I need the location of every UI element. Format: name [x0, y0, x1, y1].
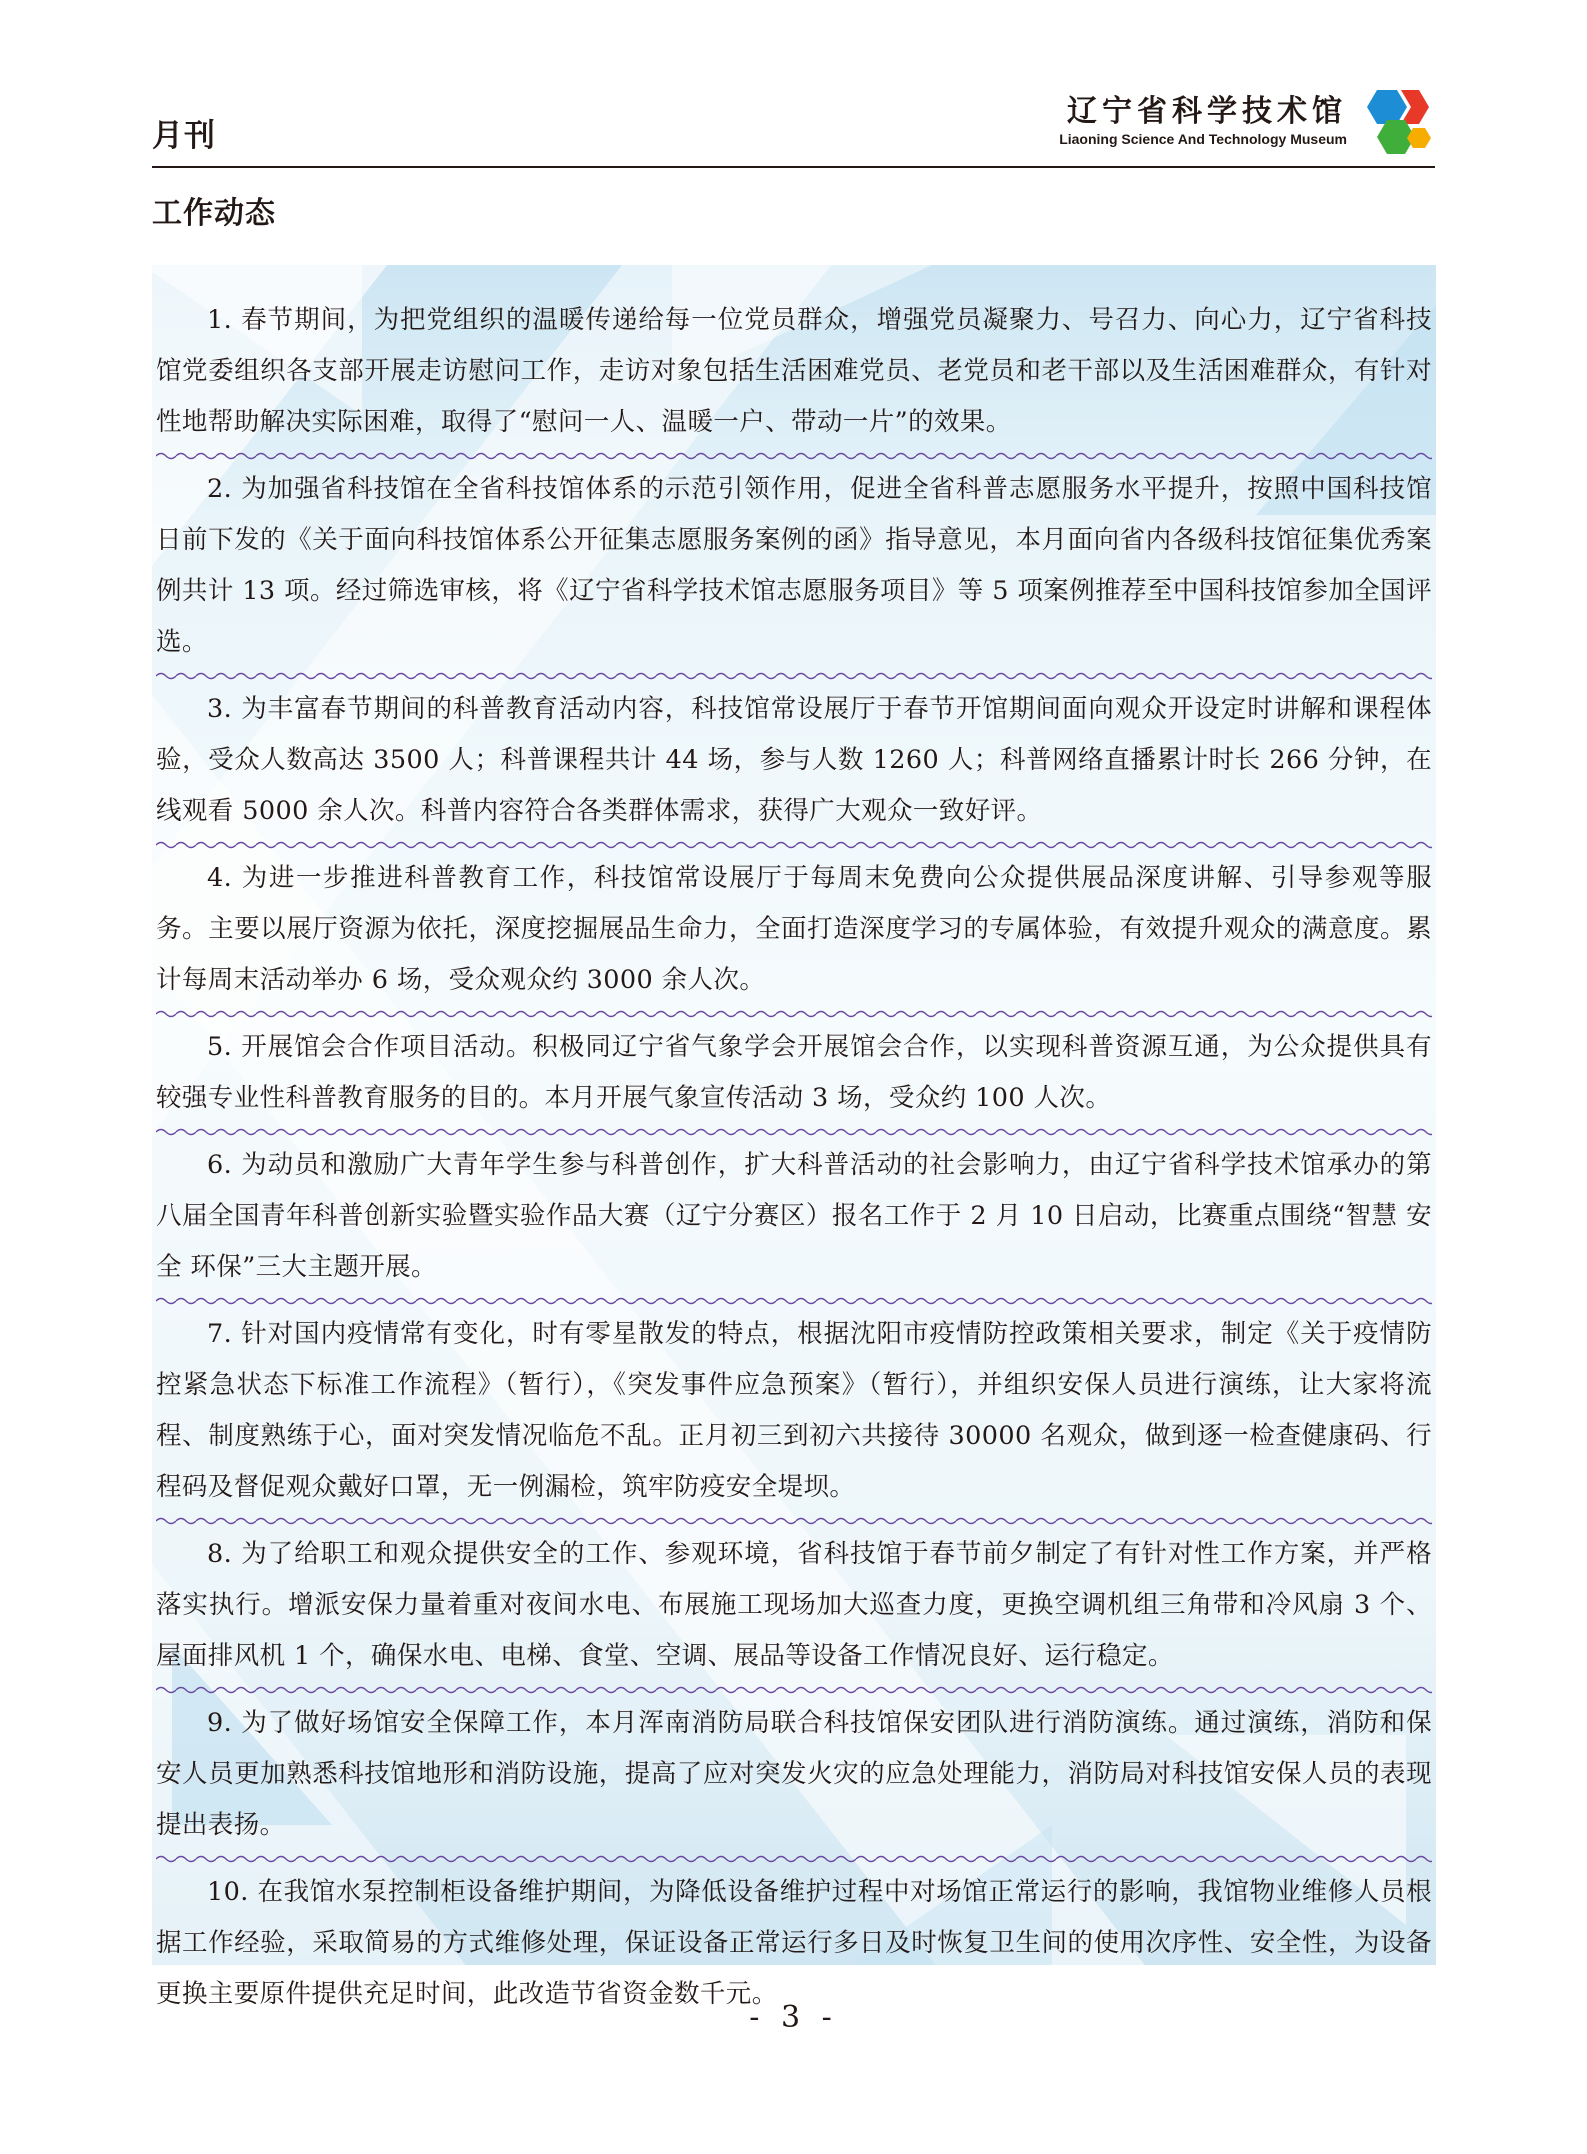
paragraph-3: 3. 为丰富春节期间的科普教育活动内容，科技馆常设展厅于春节开馆期间面向观众开设定时讲解和课程体验，受众人数高达 3500 人；科普课程共计 44 场，参与人数 1260 人；科普网络直播累计时长 266 分钟，在线观看 5000 余人次。科普内容符合各类群体需求，获得广大观众一致好评。 [156, 694, 1432, 826]
paragraph-9: 9. 为了做好场馆安全保障工作，本月浑南消防局联合科技馆保安团队进行消防演练。通过演练，消防和保安人员更加熟悉科技馆地形和消防设施，提高了应对突发火灾的应急处理能力，消防局对科技馆安保人员的表现提出表扬。 [156, 1708, 1432, 1840]
wave-divider [156, 1854, 1432, 1864]
content-panel [152, 265, 1436, 2009]
paragraph-4: 4. 为进一步推进科普教育工作，科技馆常设展厅于每周末免费向公众提供展品深度讲解、引导参观等服务。主要以展厅资源为依托，深度挖掘展品生命力，全面打造深度学习的专属体验，有效提升观众的满意度。累计每周末活动举办 6 场，受众观众约 3000 余人次。 [156, 863, 1432, 995]
paragraph-2: 2. 为加强省科技馆在全省科技馆体系的示范引领作用，促进全省科普志愿服务水平提升，按照中国科技馆日前下发的《关于面向科技馆体系公开征集志愿服务案例的函》指导意见，本月面向省内各级科技馆征集优秀案例共计 13 项。经过筛选审核，将《辽宁省科学技术馆志愿服务项目》等 5 项案例推荐至中国科技馆参加全国评选。 [156, 474, 1432, 657]
paragraph-8: 8. 为了给职工和观众提供安全的工作、参观环境，省科技馆于春节前夕制定了有针对性工作方案，并严格落实执行。增派安保力量着重对夜间水电、布展施工现场加大巡查力度，更换空调机组三角带和冷风扇 3 个、屋面排风机 1 个，确保水电、电梯、食堂、空调、展品等设备工作情况良好、运行稳定。 [156, 1539, 1432, 1671]
wave-divider [156, 1516, 1432, 1526]
wave-divider [156, 1296, 1432, 1306]
header-rule [152, 166, 1435, 168]
wave-divider [156, 671, 1432, 681]
wave-divider [156, 1127, 1432, 1137]
paragraph-1: 1. 春节期间，为把党组织的温暖传递给每一位党员群众，增强党员凝聚力、号召力、向心力，辽宁省科技馆党委组织各支部开展走访慰问工作，走访对象包括生活困难党员、老党员和老干部以及生活困难群众，有针对性地帮助解决实际困难，取得了“慰问一人、温暖一户、带动一片”的效果。 [156, 305, 1432, 437]
wave-divider [156, 840, 1432, 850]
museum-name-en: Liaoning Science And Technology Museum [1059, 131, 1347, 147]
museum-name-cn: 辽宁省科学技术馆 [1067, 94, 1347, 129]
magazine-title: 月刊 [152, 118, 216, 154]
paragraph-7: 7. 针对国内疫情常有变化，时有零星散发的特点，根据沈阳市疫情防控政策相关要求，制定《关于疫情防控紧急状态下标准工作流程》（暂行），《突发事件应急预案》（暂行），并组织安保人员进行演练，让大家将流程、制度熟练于心，面对突发情况临危不乱。正月初三到初六共接待 30000 名观众，做到逐一检查健康码、行程码及督促观众戴好口罩，无一例漏检，筑牢防疫安全堤坝。 [156, 1319, 1432, 1502]
wave-divider [156, 1685, 1432, 1695]
section-title: 工作动态 [152, 196, 276, 231]
page-number: - 3 - [749, 2000, 838, 2035]
paragraph-5: 5. 开展馆会合作项目活动。积极同辽宁省气象学会开展馆会合作，以实现科普资源互通，为公众提供具有较强专业性科普教育服务的目的。本月开展气象宣传活动 3 场，受众约 100 人次。 [156, 1032, 1432, 1113]
museum-header [1059, 86, 1435, 156]
wave-divider [156, 1009, 1432, 1019]
paragraph-10: 10. 在我馆水泵控制柜设备维护期间，为降低设备维护过程中对场馆正常运行的影响，我馆物业维修人员根据工作经验，采取简易的方式维修处理，保证设备正常运行多日及时恢复卫生间的使用次序性、安全性，为设备更换主要原件提供充足时间，此改造节省资金数千元。 [156, 1877, 1432, 2009]
museum-logo-icon [1355, 86, 1435, 156]
wave-divider [156, 451, 1432, 461]
paragraph-6: 6. 为动员和激励广大青年学生参与科普创作，扩大科普活动的社会影响力，由辽宁省科学技术馆承办的第八届全国青年科普创新实验暨实验作品大赛（辽宁分赛区）报名工作于 2 月 10 日启动，比赛重点围绕“智慧 安全 环保”三大主题开展。 [156, 1150, 1432, 1282]
